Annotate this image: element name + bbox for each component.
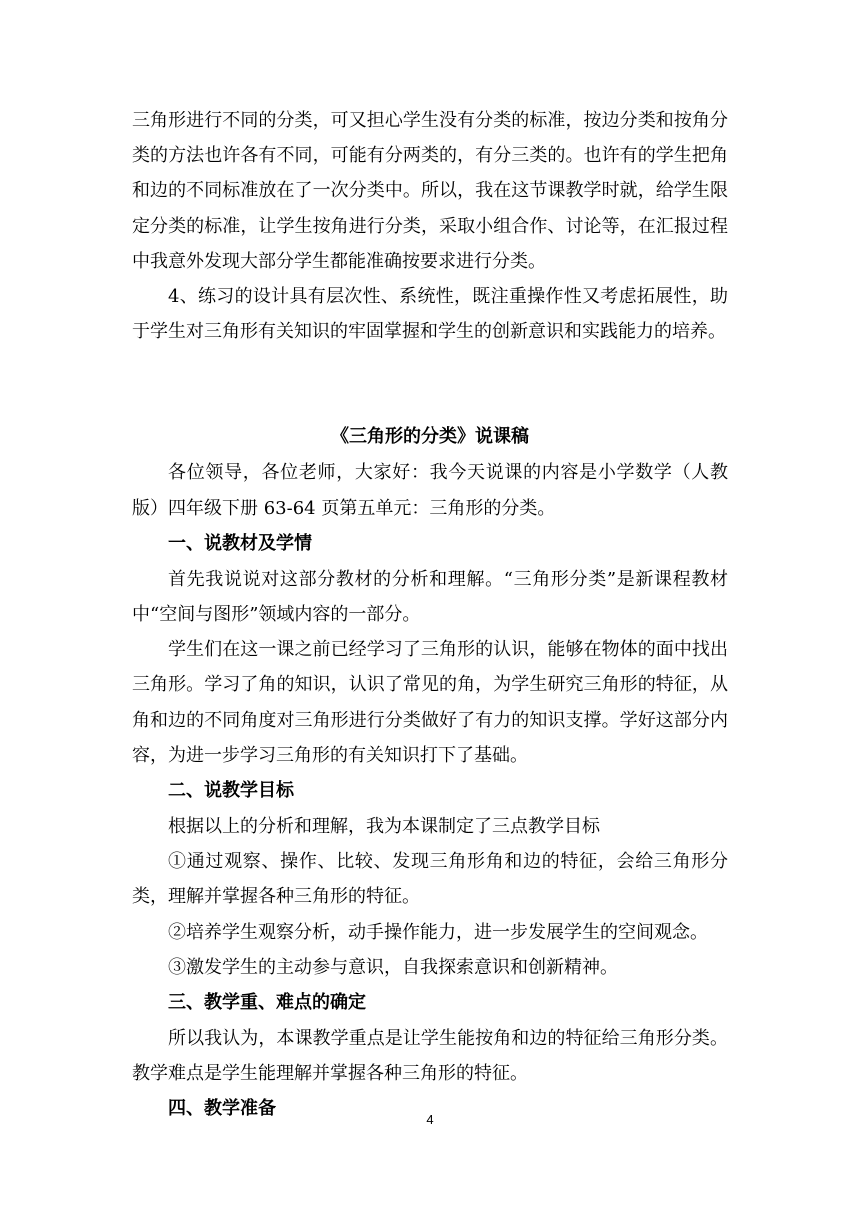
section-heading-goals: 二、说教学目标: [168, 780, 294, 802]
textbook-paragraph-2: 学生们在这一课之前已经学习了三角形的认识，能够在物体的面中找出三角形。学习了角的知识，认识了常见的角，为学生研究三角形的特征，从角和边的不同角度对三角形进行分类做好了有力的知识支撑。学好这部分内容，为进一步学习三角形的有关知识打下了基础。: [132, 639, 728, 766]
goal-item-1: ①通过观察、操作、比较、发现三角形角和边的特征，会给三角形分类，理解并掌握各种三角形的特征。: [132, 851, 728, 908]
intro-paragraph: 各位领导，各位老师，大家好：我今天说课的内容是小学数学（人教版）四年级下册 63-64 页第五单元：三角形的分类。: [132, 462, 728, 519]
paragraph-continued: 三角形进行不同的分类，可又担心学生没有分类的标准，按边分类和按角分类的方法也许各有不同，可能有分两类的，有分三类的。也许有的学生把角和边的不同标准放在了一次分类中。所以，我在这节课教学时就，给学生限定分类的标准，让学生按角进行分类，采取小组合作、讨论等，在汇报过程中我意外发现大部分学生都能准确按要求进行分类。: [132, 110, 728, 272]
key-points-paragraph: 所以我认为，本课教学重点是让学生能按角和边的特征给三角形分类。教学难点是学生能理解并掌握各种三角形的特征。: [132, 1028, 728, 1085]
page-content: [132, 103, 728, 1127]
section-heading-preparation: 四、教学准备: [168, 1098, 276, 1120]
goals-intro: 根据以上的分析和理解，我为本课制定了三点教学目标: [168, 816, 600, 838]
section-gap: [132, 349, 728, 419]
document-title: 《三角形的分类》说课稿: [331, 426, 529, 448]
paragraph-exercise-design: 4、练习的设计具有层次性、系统性，既注重操作性又考虑拓展性，助于学生对三角形有关知识的牢固掌握和学生的创新意识和实践能力的培养。: [132, 286, 728, 343]
textbook-paragraph-1: 首先我说说对这部分教材的分析和理解。“三角形分类”是新课程教材中“空间与图形”领域内容的一部分。: [132, 568, 728, 626]
goal-item-2: ②培养学生观察分析，动手操作能力，进一步发展学生的空间观念。: [168, 921, 708, 943]
section-heading-textbook: 一、说教材及学情: [168, 532, 312, 554]
goal-item-3: ③激发学生的主动参与意识，自我探索意识和创新精神。: [168, 956, 618, 978]
section-heading-key-points: 三、教学重、难点的确定: [168, 992, 366, 1014]
page-number: 4: [426, 1112, 434, 1127]
